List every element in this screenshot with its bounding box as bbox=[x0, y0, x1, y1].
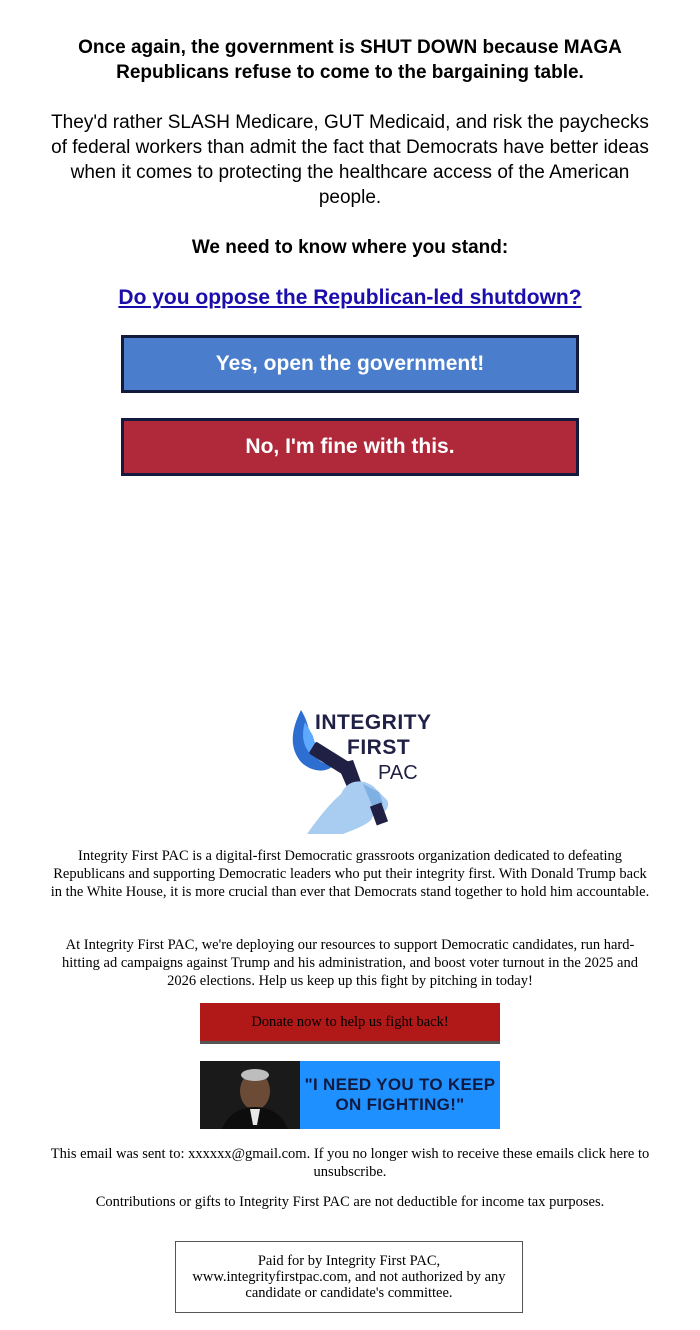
sent-to-notice: This email was sent to: xxxxxx@gmail.com. If you no longer wish to receive these emails click here to unsubscribe. bbox=[50, 1146, 650, 1180]
headline-pre: Once again, the government is bbox=[78, 37, 361, 58]
stand-heading: We need to know where you stand: bbox=[191, 237, 509, 258]
no-button[interactable]: No, I'm fine with this. bbox=[121, 418, 579, 476]
donate-button[interactable]: Donate now to help us fight back! bbox=[200, 1003, 500, 1044]
body-paragraph: They'd rather SLASH Medicare, GUT Medicaid, and risk the paychecks of federal workers than admit the fact that Democrats have better ideas when it comes to protecting the healthcare access of the American people. bbox=[51, 112, 649, 208]
logo-line-integrity: INTEGRITY bbox=[315, 711, 432, 734]
tax-disclaimer: Contributions or gifts to Integrity First PAC are not deductible for income tax purposes. bbox=[95, 1194, 605, 1210]
paid-for-box bbox=[175, 1241, 523, 1313]
banner-quote: "I NEED YOU TO KEEP ON FIGHTING!" bbox=[304, 1075, 496, 1114]
paid-for-text: Paid for by Integrity First PAC, www.integrityfirstpac.com, and not authorized by any candidate or candidate's committee. bbox=[192, 1253, 506, 1301]
logo-line-first: FIRST bbox=[347, 736, 411, 759]
survey-question-link[interactable]: Do you oppose the Republican-led shutdown? bbox=[118, 286, 582, 309]
about-paragraph-2: At Integrity First PAC, we're deploying our resources to support Democratic candidates, run hard-hitting ad campaigns against Trump and his administration, and boost voter turnout in the 2025 and 2026 elections. Help us keep up this fight by pitching in today! bbox=[62, 937, 638, 989]
donate-banner[interactable] bbox=[200, 1061, 500, 1129]
banner-quote-box bbox=[300, 1061, 500, 1129]
about-paragraph-1: Integrity First PAC is a digital-first Democratic grassroots organization dedicated to defeating Republicans and supporting Democratic leaders who put their integrity first. With Donald Trump back in the White House, it is more crucial than ever that Democrats stand together to hold him accountable. bbox=[50, 848, 650, 900]
pac-logo bbox=[287, 708, 432, 838]
headline-post: because MAGA Republicans refuse to come to the bargaining table. bbox=[116, 37, 622, 83]
logo-line-pac: PAC bbox=[378, 762, 418, 784]
headline-strong: SHUT DOWN bbox=[360, 37, 478, 58]
yes-button[interactable]: Yes, open the government! bbox=[121, 335, 579, 393]
survey-question bbox=[40, 285, 660, 311]
portrait-photo bbox=[200, 1061, 300, 1129]
headline bbox=[40, 35, 660, 85]
